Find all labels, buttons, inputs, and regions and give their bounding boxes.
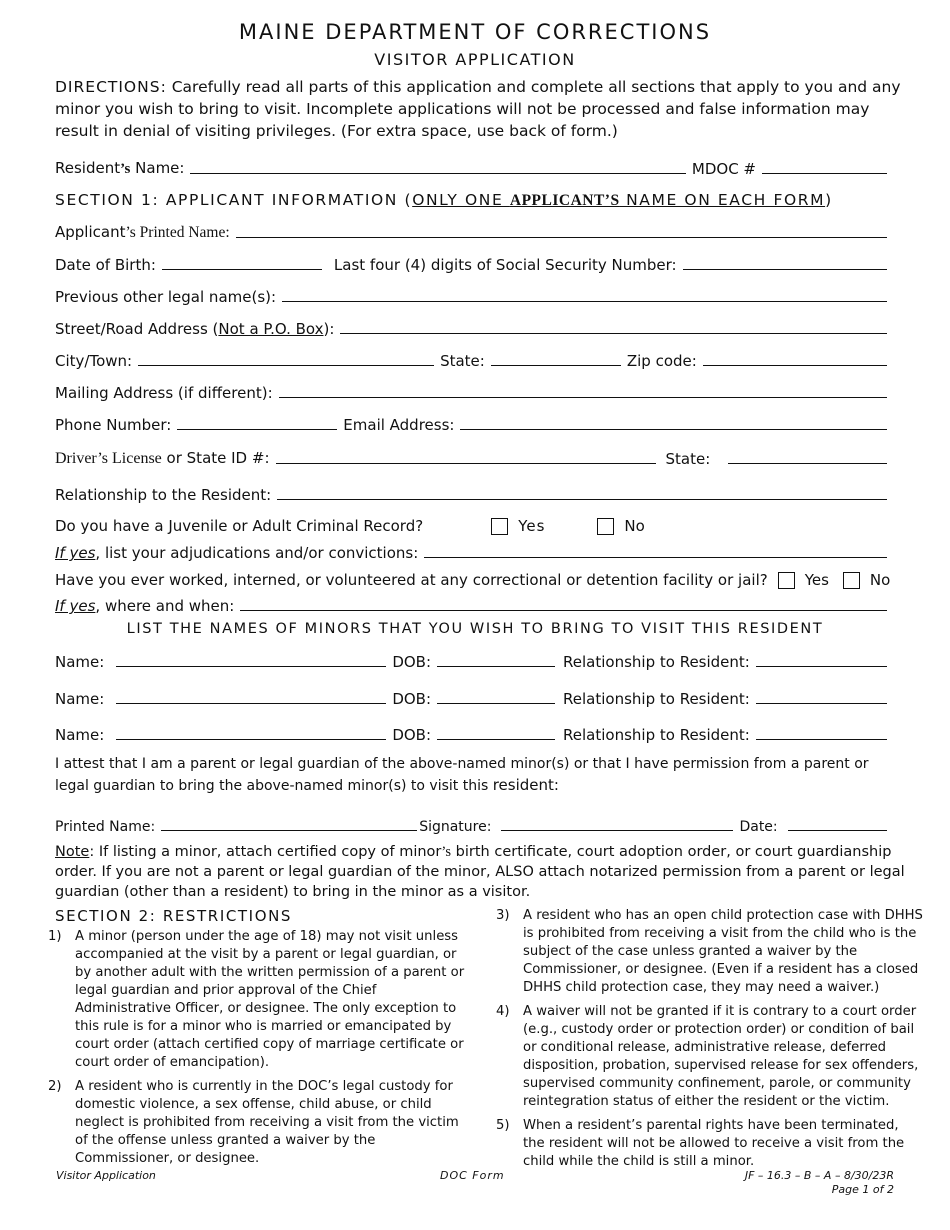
form-subtitle: VISITOR APPLICATION (374, 50, 576, 69)
street-row (55, 316, 893, 338)
worked-facility-yes-checkbox[interactable] (778, 572, 795, 589)
criminal-record-yes-label: Yes (518, 517, 546, 535)
mdoc-label: MDOC # (691, 160, 756, 178)
worked-facility-no-checkbox[interactable] (843, 572, 860, 589)
minor-relationship-label: Relationship to Resident: (563, 690, 750, 708)
applicant-name-field[interactable] (236, 237, 887, 238)
section2-title: SECTION 2: RESTRICTIONS (55, 907, 293, 925)
directions-text: Carefully read all parts of this application and complete all sections that apply to you and any minor you wish to bring to visit. Incomplete applications will not be processed and false information may result in denial of visiting privileges. (For extra space, use back of form.) (55, 78, 901, 140)
minor-relationship-field[interactable] (756, 666, 887, 667)
minor-row-2 (55, 686, 893, 708)
where-when-field[interactable] (240, 610, 887, 611)
state-field[interactable] (491, 365, 621, 366)
worked-facility-row (55, 567, 893, 589)
footer-right-line1: JF – 16.3 – B – A – 8/30/23R (744, 1169, 894, 1182)
dob-label: Date of Birth: (55, 256, 156, 274)
previous-names-label: Previous other legal name(s): (55, 288, 277, 306)
applicant-name-label: Applicant’s Printed Name: (55, 223, 230, 241)
phone-field[interactable] (177, 429, 337, 430)
restriction-item: 2) A resident who is currently in the DOC’s legal custody for domestic violence, a sex offense, child abuse, or child neglect is prohibited from receiving a visit from the victim of the offense unless granted a waiver by the Commissioner, or designee. (48, 1079, 459, 1166)
previous-names-row (55, 284, 893, 306)
resident-row (55, 156, 893, 178)
restriction-item: 3) A resident who has an open child protection case with DHHS is prohibited from receiving a visit from the child who is the subject of the case unless granted a waiver by the Commissioner, or designee. (Even if a resident has a closed DHHS child protection case, they may need a waiver.) (496, 908, 923, 995)
restriction-item: 1) A minor (person under the age of 18) may not visit unless accompanied at the visit by a parent or legal guardian, or by another adult with the written permission of a parent or legal guardian and prior approval of the Chief Administrative Officer, or designee. The only exception to this rule is for a minor who is married or emancipated by court order (attach certified copy of marriage certificate or court order of emancipation). (48, 929, 465, 1070)
worked-facility-yes-label: Yes (804, 571, 829, 589)
criminal-record-question: Do you have a Juvenile or Adult Criminal Record? (55, 517, 424, 535)
previous-names-field[interactable] (282, 301, 887, 302)
resident-name-label: Resident’s Name: (55, 159, 185, 177)
where-when-row (55, 593, 893, 615)
mailing-row (55, 380, 893, 402)
minor-name-label: Name: (55, 690, 105, 708)
mdoc-field[interactable] (762, 173, 887, 174)
email-field[interactable] (460, 429, 887, 430)
minor-dob-field[interactable] (437, 666, 555, 667)
minor-dob-field[interactable] (437, 739, 555, 740)
minor-name-field[interactable] (116, 703, 386, 704)
signature-field[interactable] (501, 830, 733, 831)
minors-header: LIST THE NAMES OF MINORS THAT YOU WISH TO BRING TO VISIT THIS RESIDENT (126, 621, 824, 637)
ssn-label: Last four (4) digits of Social Security Number: (333, 256, 677, 274)
footer-left: Visitor Application (56, 1169, 156, 1182)
footer-center: DOC Form (440, 1169, 505, 1182)
minor-name-field[interactable] (116, 666, 386, 667)
attestation-signature-row (55, 813, 893, 835)
restrictions-column-left (48, 928, 468, 1174)
email-label: Email Address: (343, 416, 455, 434)
minor-dob-label: DOB: (392, 726, 432, 744)
minor-name-label: Name: (55, 653, 105, 671)
zip-label: Zip code: (626, 352, 697, 370)
printed-name-field[interactable] (161, 830, 417, 831)
dob-field[interactable] (162, 269, 322, 270)
where-when-label: If yes, where and when: (55, 597, 235, 615)
criminal-record-no-checkbox[interactable] (597, 518, 614, 535)
minor-relationship-field[interactable] (756, 703, 887, 704)
mailing-label: Mailing Address (if different): (55, 384, 273, 402)
date-field[interactable] (788, 830, 887, 831)
street-label: Street/Road Address (Not a P.O. Box): (55, 320, 335, 338)
license-field[interactable] (276, 463, 656, 464)
restriction-item: 4) A waiver will not be granted if it is contrary to a court order (e.g., custody order or protection order) or condition of bail or conditional release, administrative release, deferred disposition, probation, supervised release for sex offenders, supervised community confinement, parole, or community reintegration status of either the resident or the victim. (496, 1004, 919, 1109)
license-state-field[interactable] (728, 463, 887, 464)
license-row (55, 446, 893, 468)
ssn-field[interactable] (683, 269, 887, 270)
relationship-field[interactable] (277, 499, 887, 500)
printed-name-label: Printed Name: (55, 819, 156, 835)
section1-header: SECTION 1: APPLICANT INFORMATION (ONLY ONE APPLICANT’S NAME ON EACH FORM) (55, 191, 833, 209)
directions-lead: DIRECTIONS: (55, 78, 167, 96)
mailing-field[interactable] (279, 397, 887, 398)
worked-facility-no-label: No (869, 571, 891, 589)
relationship-label: Relationship to the Resident: (55, 486, 272, 504)
license-label: Driver’s License or State ID #: (55, 449, 270, 467)
minor-relationship-label: Relationship to Resident: (563, 726, 750, 744)
applicant-name-row (55, 220, 893, 242)
state-label: State: (440, 352, 485, 370)
section1-title: SECTION 1: APPLICANT INFORMATION ( (55, 191, 413, 209)
directions (55, 76, 905, 142)
criminal-record-no-label: No (624, 517, 645, 535)
adjudications-row (55, 540, 893, 562)
city-state-zip-row (55, 348, 893, 370)
street-field[interactable] (340, 333, 887, 334)
adjudications-field[interactable] (424, 557, 887, 558)
form-title: MAINE DEPARTMENT OF CORRECTIONS (238, 20, 712, 44)
attestation-text: I attest that I am a parent or legal guardian of the above-named minor(s) or that I have permission from a parent or legal guardian to bring the above-named minor(s) to visit this resident: (55, 756, 869, 794)
phone-email-row (55, 412, 893, 434)
minor-name-label: Name: (55, 726, 105, 744)
minor-relationship-label: Relationship to Resident: (563, 653, 750, 671)
license-state-label: State: (665, 450, 711, 468)
minor-name-field[interactable] (116, 739, 386, 740)
worked-facility-question: Have you ever worked, interned, or volunteered at any correctional or detention facility or jail? (55, 571, 768, 589)
criminal-record-row (55, 513, 893, 535)
phone-label: Phone Number: (55, 416, 172, 434)
minor-row-1 (55, 649, 893, 671)
restrictions-column-right (496, 907, 924, 1177)
footer-page-number: Page 1 of 2 (831, 1183, 894, 1196)
minor-relationship-field[interactable] (756, 739, 887, 740)
city-field[interactable] (138, 365, 434, 366)
zip-field[interactable] (703, 365, 887, 366)
note-text: Note: If listing a minor, attach certified copy of minor’s birth certificate, court adoption order, or court guardianship order. If you are not a parent or legal guardian of the minor, ALSO attach notarized permission from a parent or legal guardian (other than a resident) to bring in the minor as a visitor. (55, 844, 905, 900)
restriction-item: 5) When a resident’s parental rights have been terminated, the resident will not be allowed to receive a visit from the child while the child is still a minor. (496, 1118, 905, 1169)
minor-dob-field[interactable] (437, 703, 555, 704)
minor-dob-label: DOB: (392, 690, 432, 708)
criminal-record-yes-checkbox[interactable] (491, 518, 508, 535)
minor-row-3 (55, 722, 893, 744)
signature-label: Signature: (419, 819, 492, 835)
adjudications-label: If yes, list your adjudications and/or convictions: (55, 544, 419, 562)
dob-ssn-row (55, 252, 893, 274)
date-label: Date: (739, 819, 778, 835)
relationship-row (55, 482, 893, 504)
resident-name-field[interactable] (190, 173, 685, 174)
minor-dob-label: DOB: (392, 653, 432, 671)
city-label: City/Town: (55, 352, 133, 370)
